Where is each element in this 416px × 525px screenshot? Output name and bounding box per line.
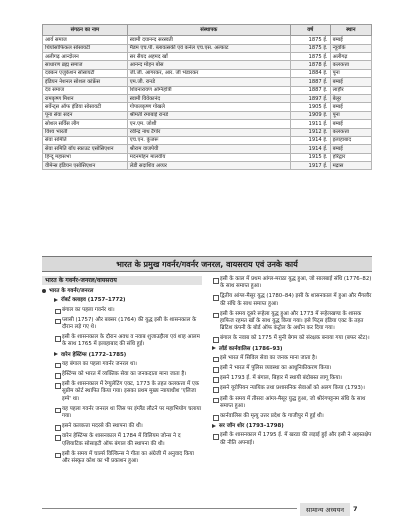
table-cell: हरिद्वार (330, 153, 371, 161)
table-cell: 1915 ई. (290, 153, 330, 161)
table-cell: लाहौर (330, 86, 371, 94)
list-item: यह बंगाल का पहला गवर्नर जनरल था। (62, 361, 202, 368)
col-header-year: वर्ष (290, 25, 330, 36)
table-cell: इलाहाबाद (330, 136, 371, 144)
table-cell: विश्व भारती (43, 128, 128, 136)
col-header-place: स्थान (330, 25, 371, 36)
list-item: यह पहला गवर्नर जनरल था जिस पर इंग्लैंड लौटने पर महाभियोग चलाया गया। (62, 405, 201, 420)
table-cell: कलकत्ता (330, 61, 371, 69)
table-cell: अलीगढ़ (330, 52, 371, 60)
section-title: भारत के प्रमुख गवर्नर/गवर्नर जनरल, वायसराय एवं उनके कार्य (42, 256, 372, 272)
table-cell: बम्बई (330, 120, 371, 128)
heading-cornwallis (212, 346, 372, 353)
list-item: द्वितीय आंग्ल-मैसूर युद्ध (1780–84) इसी के शासनकाल में हुआ और मैंगलौर की संधि के साथ समाप्त हुआ। (220, 293, 372, 307)
list-item: कार्नवालिस की मृत्यु उत्तर प्रदेश के गाजीपुर में हुई थी। (220, 413, 372, 420)
page-number: 7 (352, 505, 358, 513)
table-cell: 1909 ई. (290, 111, 330, 119)
table-cell: थियोसोफिकल सोसायटी (43, 44, 128, 52)
table-cell: 1912 ई. (290, 128, 330, 136)
table-row (43, 69, 372, 77)
table-cell: बेलूर (330, 94, 371, 102)
list-item: इसने कलकत्ता मदरसे की स्थापना की थी। (62, 423, 202, 430)
left-column (42, 276, 202, 468)
col-header-org: संगठन का नाम (43, 25, 128, 36)
table-cell: दक्कन एजुकेशन सोसायटी (43, 69, 128, 77)
table-cell: एन.एम. जोशी (127, 120, 290, 128)
triangle-bullet-icon (54, 298, 58, 302)
heading-cornwallis-text: लॉर्ड कार्नवालिस (1786–93) (219, 345, 283, 352)
organizations-table (42, 24, 372, 170)
triangle-bullet-icon (54, 352, 58, 356)
table-row (43, 145, 372, 153)
col-header-founder: संस्थापक (127, 25, 290, 36)
table-row (43, 153, 372, 161)
list-item: इसी के समय दूसरे रूहेला युद्ध हुआ और 1773 में रूहेलखण्ड के शासक हाफिज रहमत खाँ के साथ युद्ध किया गया। इसे पिट्स इंडिया एक्ट के तहत ब्रिटिश कंपनी के बोर्ड ऑफ कंट्रोल के अधीन कर दिया गया। (220, 311, 372, 333)
table-row (43, 86, 372, 94)
table-row (43, 111, 372, 119)
list-item: इसने यूरोपियन न्यायिक तथा प्रशासनिक सेवाओं को अलग किया (1793)। (220, 385, 372, 392)
right-column (212, 276, 372, 450)
list-item: बंगाल का पहला गवर्नर था। (62, 307, 202, 314)
table-cell: बम्बई (330, 145, 371, 153)
table-cell: गोपालकृष्ण गोखले (127, 103, 290, 111)
table-cell: 1875 ई. (290, 52, 330, 60)
table-cell: एच.एन. कुंजरू (127, 136, 290, 144)
table-cell: 1914 ई. (290, 136, 330, 144)
list-item: वारेन हेस्टिंग्स के शासनकाल में 1784 में विलियम जोन्स ने द एशियाटिक सोसाइटी ऑफ बंगाल की स्थापना की थी। (62, 433, 202, 447)
table-cell: रवीन्द्र नाथ टैगोर (127, 128, 290, 136)
table-row (43, 44, 372, 52)
table-row (43, 120, 372, 128)
table-header-row (43, 25, 372, 36)
table-row (43, 103, 372, 111)
table-cell: मद्रास (330, 162, 371, 170)
list-item: इसे भारत में सिविल सेवा का जनक माना जाता है। (220, 355, 372, 362)
table-cell: 1884 ई. (290, 69, 330, 77)
table-cell: कलकत्ता (330, 128, 371, 136)
table-cell: जी.जी. आगरकर, आर. जी भंडारकर (127, 69, 290, 77)
table-cell: पूना (330, 69, 371, 77)
table-cell: साधारण ब्रह्म समाज (43, 61, 128, 69)
table-cell: इंडियन नेशनल सोशल कांफ्रेंस (43, 78, 128, 86)
table-cell: देव समाज (43, 86, 128, 94)
table-cell: पूना (330, 111, 371, 119)
triangle-bullet-icon (212, 424, 216, 428)
table-cell: 1878 ई. (290, 61, 330, 69)
table-row (43, 52, 372, 60)
table-cell: शिवनारायण अग्निहोत्री (127, 86, 290, 94)
table-body (43, 36, 372, 170)
table-cell: 1914 ई. (290, 145, 330, 153)
table-cell: 1887 ई. (290, 86, 330, 94)
list-item: इसी ने भारत में पुलिस व्यवस्था का आधुनिकीकरण किया। (220, 365, 372, 372)
box-title: भारत के गवर्नर-जनरल/वायसराय (42, 276, 202, 285)
table-cell: मदनमोहन मालवीय (127, 153, 290, 161)
table-row (43, 61, 372, 69)
heading-governor (42, 288, 202, 295)
bullet-dot-icon (42, 289, 46, 293)
table-cell: अलीगढ़ आन्दोलन (43, 52, 128, 60)
table-cell: लेडी सदाशिव अय्यर (127, 162, 290, 170)
table-cell: सेवा समिति बॉय स्काउट एसोसिएशन (43, 145, 128, 153)
table-cell: बम्बई (330, 78, 371, 86)
table-cell: सर सैयद अहमद खाँ (127, 52, 290, 60)
heading-hastings-text: वारेन हेस्टिंग्स (1772–1785) (61, 351, 127, 358)
table-row (43, 128, 372, 136)
heading-hastings (54, 352, 202, 359)
table-row (43, 36, 372, 44)
table-row (43, 162, 372, 170)
list-item: इसी के शासनकाल के दौरान अवध व नवाब शुजाउद्दौला एवं शाह आलम के साथ 1765 में इलाहाबाद की संधि हुई। (62, 334, 202, 348)
table-cell: 1875 ई. (290, 36, 330, 44)
table-cell: 1911 ई. (290, 120, 330, 128)
footer-label: सामान्य अध्ययन (300, 503, 350, 516)
heading-shore (212, 423, 372, 430)
list-item: इसी के काल में प्रथम आंग्ल-मराठा युद्ध हुआ, जो सालबाई संधि (1776–82) के साथ समाप्त हुआ। (220, 276, 372, 290)
table-cell: एम.जी. रानडे (127, 78, 290, 86)
table-cell: सेवा समिति (43, 136, 128, 144)
table-cell: आर्य समाज (43, 36, 128, 44)
list-item: इसने 1793 ई. में बंगाल, बिहार में स्थायी बंदोबस्त लागू किया। (220, 375, 372, 382)
list-item: इसी के समय में चार्ल्स विल्किन्स ने गीता का अंग्रेजी में अनुवाद किया और संस्कृत कोश का भी प्रकाशन हुआ। (62, 451, 202, 465)
heading-shore-text: सर जॉन शोर (1793–1798) (219, 423, 284, 430)
table-cell: सोशल सर्विस लीग (43, 120, 128, 128)
list-item: इसी के शासनकाल में रेग्युलेटिंग एक्ट, 1773 के तहत कलकत्ता में एक सुप्रीम कोर्ट स्थापित किया गया। इसका प्रथम मुख्य न्यायाधीश 'एलिजा इम्पे' था। (62, 381, 202, 403)
table-cell: श्रीमती रमाबाई रानडे (127, 111, 290, 119)
list-item: इसी के शासनकाल में 1795 ई. में खरडा की लड़ाई हुई और इसी ने अहस्तक्षेप की नीति अपनाई। (220, 432, 372, 446)
table-cell: बम्बई (330, 36, 371, 44)
table-row (43, 78, 372, 86)
table-cell: रामकृष्ण मिशन (43, 94, 128, 102)
list-item: बंगाल के नवाब को 1775 में मुनी बेगम को संरक्षक बनाया गया (बफर स्टेट)। (220, 335, 372, 342)
table-cell: 1887 ई. (290, 78, 330, 86)
list-item: प्लासी (1757) और बक्सर (1764) की युद्ध इसी के शासनकाल के दौरान लड़े गए थे। (62, 317, 202, 331)
table-row (43, 94, 372, 102)
table-cell: हिन्दू महासभा (43, 153, 128, 161)
table-cell: पूना सेवा सदन (43, 111, 128, 119)
table-cell: स्वामी दयानन्द सरस्वती (127, 36, 290, 44)
table-row (43, 136, 372, 144)
footer-rule (42, 508, 297, 509)
footer (300, 502, 380, 516)
table-cell: न्यूयॉर्क (330, 44, 371, 52)
table-cell: 1905 ई. (290, 103, 330, 111)
table-cell: 1897 ई. (290, 94, 330, 102)
table-cell: श्रीराम वाजपेयी (127, 145, 290, 153)
table-cell: मैडम एच.पी. ब्लावत्सकी एवं कर्नल एच.एस. अल्काट (127, 44, 290, 52)
table-cell: स्वामी विवेकानंद (127, 94, 290, 102)
list-item: हेस्टिंग्स को भारत में व्यक्तिक सेवा का जनकदाता माना जाता है। (62, 371, 202, 378)
table-cell: वीमेन्स इंडियन एसोसिएशन (43, 162, 128, 170)
triangle-bullet-icon (212, 346, 216, 350)
list-item: इसी के समय में तीसरा आंग्ल-मैसूर युद्ध हुआ, जो श्रीरंगपट्टनम संधि के साथ समाप्त हुआ। (220, 396, 372, 410)
table-cell: बम्बई (330, 103, 371, 111)
table-cell: 1917 ई. (290, 162, 330, 170)
heading-governor-text: भारत के गवर्नर/जनरल (49, 288, 94, 295)
table-cell: सर्वेन्ट्स ऑफ इंडिया सोसायटी (43, 103, 128, 111)
heading-clive (54, 297, 202, 304)
table-cell: 1875 ई. (290, 44, 330, 52)
table-cell: आनन्द मोहन बोस (127, 61, 290, 69)
heading-clive-text: रॉबर्ट क्लाइव (1757–1772) (61, 297, 126, 304)
